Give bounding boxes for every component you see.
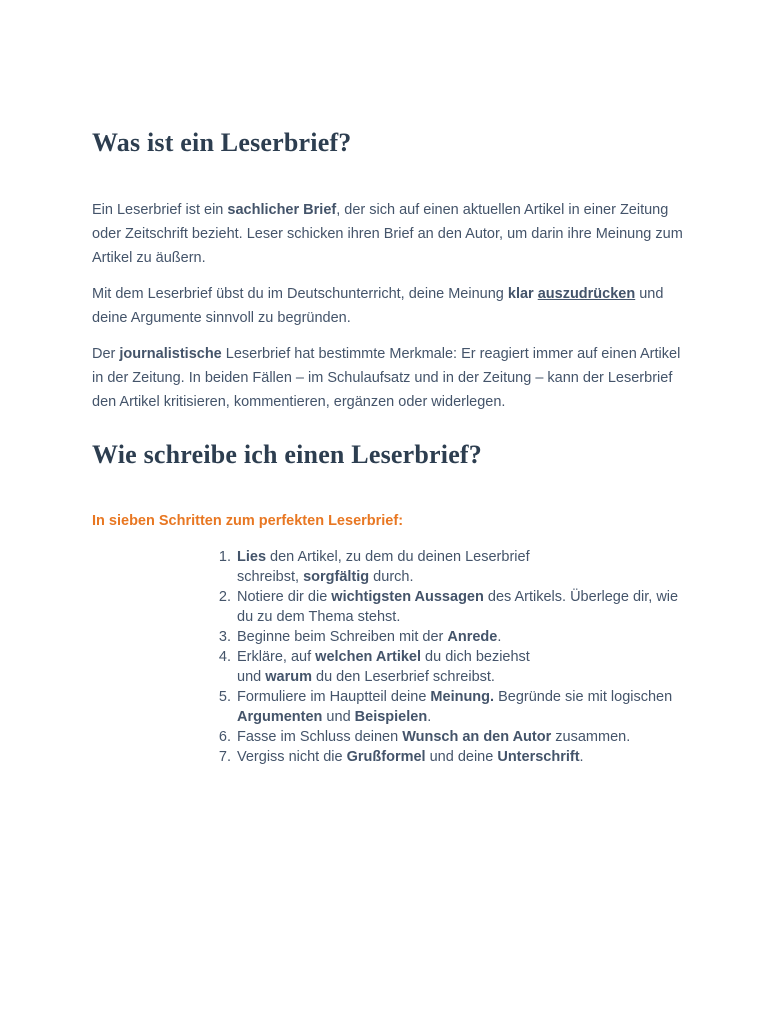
emphasized-text: Beispielen — [354, 709, 428, 725]
text-run: Leserbrief hat bestimmte Merkmale: Er reagiert immer auf einen Artikel in der Zeitung. In beiden Fällen – im Schulaufsatz und in der Zeitung – kann der Leserbrief den Artikel kritisieren, kommentieren, ergänzen oder widerlegen. — [92, 346, 681, 410]
paragraph-definition — [92, 198, 684, 270]
text-run: und deine Argumente sinnvoll zu begründen. — [92, 286, 664, 326]
emphasized-text: warum — [265, 669, 312, 685]
text-run: . — [427, 709, 432, 725]
step-item — [235, 747, 684, 767]
text-run: . — [579, 749, 584, 765]
text-run: Notiere dir die — [237, 589, 332, 605]
emphasized-text: Lies — [237, 549, 267, 565]
text-run: Fasse im Schluss deinen — [237, 729, 403, 745]
text-run: und deine — [425, 749, 498, 765]
steps-intro-label: In sieben Schritten zum perfekten Leserbrief: — [92, 513, 404, 529]
text-run: Mit dem Leserbrief übst du im Deutschunterricht, deine Meinung — [92, 286, 508, 302]
emphasized-text: Unterschrift — [497, 749, 580, 765]
emphasized-text: journalistische — [119, 346, 222, 362]
emphasized-text: wichtigsten Aussagen — [331, 589, 484, 605]
emphasized-text: klar — [507, 286, 538, 302]
emphasized-text: sachlicher Brief — [227, 202, 337, 218]
text-run: Beginne beim Schreiben mit der — [237, 629, 448, 645]
step-item — [235, 647, 684, 687]
paragraph-journalistisch — [92, 342, 684, 414]
text-run: und — [237, 669, 266, 685]
emphasized-text: sorgfältig — [303, 569, 370, 585]
text-run: Der — [92, 346, 120, 362]
emphasized-text: auszudrücken — [537, 286, 636, 302]
step-item — [235, 547, 684, 587]
steps-list — [211, 547, 684, 767]
text-run: und — [322, 709, 355, 725]
text-run: Formuliere im Hauptteil deine — [237, 689, 431, 705]
text-run: . — [497, 629, 502, 645]
text-run: Erkläre, auf — [237, 649, 316, 665]
text-run: du dich beziehst — [421, 649, 530, 665]
step-item — [235, 627, 684, 647]
section-heading-was-ist-ein-leserbrief: Was ist ein Leserbrief? — [92, 128, 352, 157]
emphasized-text: Wunsch an den Autor — [402, 729, 552, 745]
emphasized-text: Grußformel — [346, 749, 426, 765]
text-run: schreibst, — [237, 569, 304, 585]
emphasized-text: Anrede — [447, 629, 498, 645]
text-run: zusammen. — [551, 729, 631, 745]
step-item — [235, 687, 684, 727]
text-run: du den Leserbrief schreibst. — [311, 669, 495, 685]
emphasized-text: Meinung. — [430, 689, 495, 705]
text-run: Ein Leserbrief ist ein — [92, 202, 228, 218]
text-run: den Artikel, zu dem du deinen Leserbrief — [266, 549, 530, 565]
text-run: des Artikels. Überlege dir, wie du zu dem Thema stehst. — [237, 589, 679, 625]
step-item — [235, 587, 684, 627]
paragraph-deutschunterricht — [92, 282, 684, 330]
emphasized-text: Argumenten — [237, 709, 323, 725]
text-run: Begründe sie mit logischen — [494, 689, 673, 705]
emphasized-text: welchen Artikel — [315, 649, 422, 665]
text-run: Vergiss nicht die — [237, 749, 347, 765]
text-run: durch. — [369, 569, 414, 585]
step-item — [235, 727, 684, 747]
section-heading-wie-schreibe-ich: Wie schreibe ich einen Leserbrief? — [92, 440, 482, 469]
text-run: , der sich auf einen aktuellen Artikel in einer Zeitung oder Zeitschrift bezieht. Leser schicken ihren Brief an den Autor, um darin ihre Meinung zum Artikel zu äußern. — [92, 202, 683, 266]
